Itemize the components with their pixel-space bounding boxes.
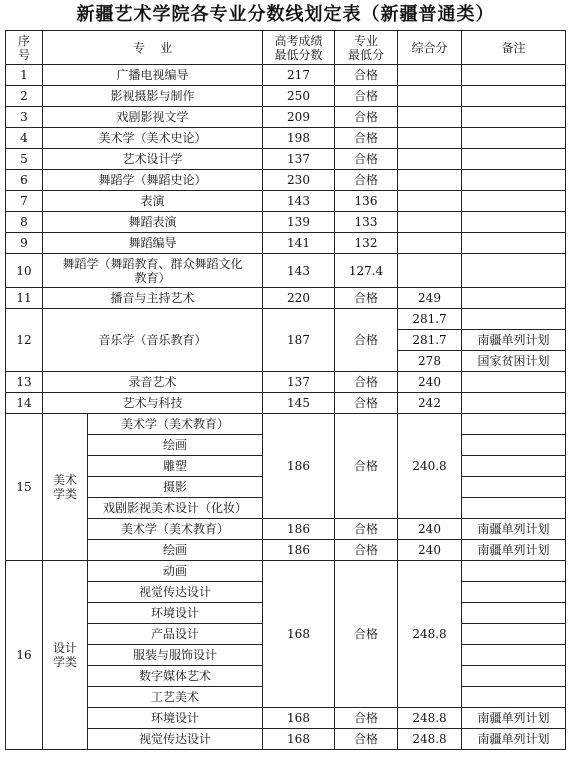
row-gaokao: 168 <box>263 729 335 750</box>
row-gaokao: 250 <box>263 86 335 107</box>
row-seq: 8 <box>6 212 43 233</box>
table-row <box>6 729 566 750</box>
row-note <box>462 107 566 128</box>
row-total <box>398 107 462 128</box>
row-prof: 127.4 <box>335 254 398 288</box>
row-total: 248.8 <box>398 708 462 729</box>
row-note <box>462 86 566 107</box>
row-gaokao: 137 <box>263 372 335 393</box>
row-note <box>462 128 566 149</box>
row-note <box>462 212 566 233</box>
row-gaokao: 187 <box>263 309 335 372</box>
row-major: 舞蹈表演 <box>43 212 263 233</box>
row-note <box>462 149 566 170</box>
row-seq: 1 <box>6 65 43 86</box>
row-note <box>462 645 566 666</box>
row-prof: 合格 <box>335 149 398 170</box>
row-gaokao: 186 <box>263 519 335 540</box>
row-gaokao: 143 <box>263 191 335 212</box>
row-note <box>462 435 566 456</box>
row-total: 242 <box>398 393 462 414</box>
row-note: 国家贫困计划 <box>462 351 566 372</box>
row-prof: 合格 <box>335 107 398 128</box>
row-group: 设计 学类 <box>43 561 88 750</box>
row-major: 雕塑 <box>88 456 263 477</box>
row-gaokao: 209 <box>263 107 335 128</box>
row-major: 戏剧影视美术设计（化妆） <box>88 498 263 519</box>
row-total: 281.7 <box>398 309 462 330</box>
row-note <box>462 393 566 414</box>
row-seq: 2 <box>6 86 43 107</box>
row-major: 舞蹈学（舞蹈教育、群众舞蹈文化 教育） <box>43 254 263 288</box>
row-total: 248.8 <box>398 561 462 708</box>
table-row <box>6 107 566 128</box>
row-total: 240.8 <box>398 414 462 519</box>
row-gaokao: 186 <box>263 540 335 561</box>
row-prof: 合格 <box>335 519 398 540</box>
row-note <box>462 666 566 687</box>
row-seq: 13 <box>6 372 43 393</box>
row-group: 美术 学类 <box>43 414 88 561</box>
row-note <box>462 456 566 477</box>
row-note <box>462 624 566 645</box>
row-prof: 合格 <box>335 729 398 750</box>
row-major: 数字媒体艺术 <box>88 666 263 687</box>
row-gaokao: 141 <box>263 233 335 254</box>
row-major: 工艺美术 <box>88 687 263 708</box>
table-row <box>6 372 566 393</box>
table-row <box>6 65 566 86</box>
row-major: 录音艺术 <box>43 372 263 393</box>
row-gaokao: 198 <box>263 128 335 149</box>
table-row <box>6 540 566 561</box>
row-total: 248.8 <box>398 729 462 750</box>
row-note <box>462 498 566 519</box>
row-gaokao: 230 <box>263 170 335 191</box>
row-major: 绘画 <box>88 540 263 561</box>
row-seq: 7 <box>6 191 43 212</box>
row-total: 240 <box>398 372 462 393</box>
row-total <box>398 170 462 191</box>
row-gaokao: 168 <box>263 708 335 729</box>
row-seq: 10 <box>6 254 43 288</box>
row-prof: 合格 <box>335 708 398 729</box>
row-note <box>462 687 566 708</box>
row-total: 249 <box>398 288 462 309</box>
row-total: 281.7 <box>398 330 462 351</box>
row-seq: 14 <box>6 393 43 414</box>
page-title: 新疆艺术学院各专业分数线划定表（新疆普通类） <box>76 4 495 25</box>
row-major: 美术学（美术史论） <box>43 128 263 149</box>
row-gaokao: 168 <box>263 561 335 708</box>
table-row <box>6 191 566 212</box>
row-seq: 11 <box>6 288 43 309</box>
table-row <box>6 519 566 540</box>
row-note <box>462 170 566 191</box>
score-table <box>5 30 566 750</box>
row-major: 艺术设计学 <box>43 149 263 170</box>
row-gaokao: 145 <box>263 393 335 414</box>
row-major: 视觉传达设计 <box>88 582 263 603</box>
row-prof: 合格 <box>335 170 398 191</box>
row-prof: 合格 <box>335 128 398 149</box>
row-seq: 16 <box>6 561 43 750</box>
row-prof: 136 <box>335 191 398 212</box>
row-gaokao: 220 <box>263 288 335 309</box>
row-major: 影视摄影与制作 <box>43 86 263 107</box>
row-prof: 合格 <box>335 309 398 372</box>
row-prof: 合格 <box>335 65 398 86</box>
row-prof: 133 <box>335 212 398 233</box>
row-note <box>462 288 566 309</box>
row-total <box>398 128 462 149</box>
table-row <box>6 393 566 414</box>
row-total <box>398 233 462 254</box>
header-prof: 专业 最低分 <box>335 31 398 65</box>
row-note: 南疆单列计划 <box>462 729 566 750</box>
row-note: 南疆单列计划 <box>462 330 566 351</box>
header-total: 综合分 <box>398 31 462 65</box>
table-row <box>6 414 566 435</box>
row-total <box>398 65 462 86</box>
row-major: 摄影 <box>88 477 263 498</box>
row-gaokao: 186 <box>263 414 335 519</box>
row-major: 美术学（美术教育） <box>88 519 263 540</box>
table-row <box>6 561 566 582</box>
row-prof: 合格 <box>335 372 398 393</box>
row-total <box>398 191 462 212</box>
row-note: 南疆单列计划 <box>462 540 566 561</box>
row-note <box>462 582 566 603</box>
header-major: 专 业 <box>43 31 263 65</box>
header-seq: 序 号 <box>6 31 43 65</box>
table-row <box>6 86 566 107</box>
row-major: 环境设计 <box>88 708 263 729</box>
row-gaokao: 143 <box>263 254 335 288</box>
row-major: 播音与主持艺术 <box>43 288 263 309</box>
row-note <box>462 477 566 498</box>
table-row <box>6 149 566 170</box>
header-gaokao: 高考成绩 最低分数 <box>263 31 335 65</box>
row-seq: 4 <box>6 128 43 149</box>
row-major: 表演 <box>43 191 263 212</box>
row-gaokao: 217 <box>263 65 335 86</box>
row-prof: 合格 <box>335 414 398 519</box>
row-note <box>462 561 566 582</box>
table-row <box>6 254 566 288</box>
row-seq: 6 <box>6 170 43 191</box>
row-note <box>462 254 566 288</box>
row-major: 美术学（美术教育） <box>88 414 263 435</box>
row-note <box>462 414 566 435</box>
row-prof: 合格 <box>335 540 398 561</box>
row-total: 240 <box>398 519 462 540</box>
row-gaokao: 139 <box>263 212 335 233</box>
row-major: 戏剧影视文学 <box>43 107 263 128</box>
row-prof: 合格 <box>335 393 398 414</box>
row-major: 环境设计 <box>88 603 263 624</box>
row-note: 南疆单列计划 <box>462 708 566 729</box>
table-row <box>6 212 566 233</box>
row-total <box>398 86 462 107</box>
row-seq: 9 <box>6 233 43 254</box>
row-seq: 5 <box>6 149 43 170</box>
table-row <box>6 233 566 254</box>
table-row <box>6 170 566 191</box>
table-row <box>6 708 566 729</box>
row-prof: 合格 <box>335 561 398 708</box>
table-row <box>6 288 566 309</box>
row-note <box>462 191 566 212</box>
header-note: 备注 <box>462 31 566 65</box>
row-seq: 15 <box>6 414 43 561</box>
row-prof: 132 <box>335 233 398 254</box>
row-total <box>398 212 462 233</box>
row-major: 绘画 <box>88 435 263 456</box>
row-major: 艺术与科技 <box>43 393 263 414</box>
row-note <box>462 309 566 330</box>
row-major: 服装与服饰设计 <box>88 645 263 666</box>
row-major: 动画 <box>88 561 263 582</box>
row-seq: 12 <box>6 309 43 372</box>
header-row <box>6 31 566 65</box>
row-major: 舞蹈学（舞蹈史论） <box>43 170 263 191</box>
row-total: 240 <box>398 540 462 561</box>
row-prof: 合格 <box>335 288 398 309</box>
row-note <box>462 603 566 624</box>
table-row <box>6 309 566 330</box>
row-major: 视觉传达设计 <box>88 729 263 750</box>
row-prof: 合格 <box>335 86 398 107</box>
row-note <box>462 372 566 393</box>
row-total: 278 <box>398 351 462 372</box>
row-major: 舞蹈编导 <box>43 233 263 254</box>
row-major: 产品设计 <box>88 624 263 645</box>
row-note: 南疆单列计划 <box>462 519 566 540</box>
row-total <box>398 149 462 170</box>
row-seq: 3 <box>6 107 43 128</box>
row-note <box>462 65 566 86</box>
row-major: 广播电视编导 <box>43 65 263 86</box>
table-row <box>6 128 566 149</box>
row-major: 音乐学（音乐教育） <box>43 309 263 372</box>
row-note <box>462 233 566 254</box>
row-total <box>398 254 462 288</box>
row-gaokao: 137 <box>263 149 335 170</box>
